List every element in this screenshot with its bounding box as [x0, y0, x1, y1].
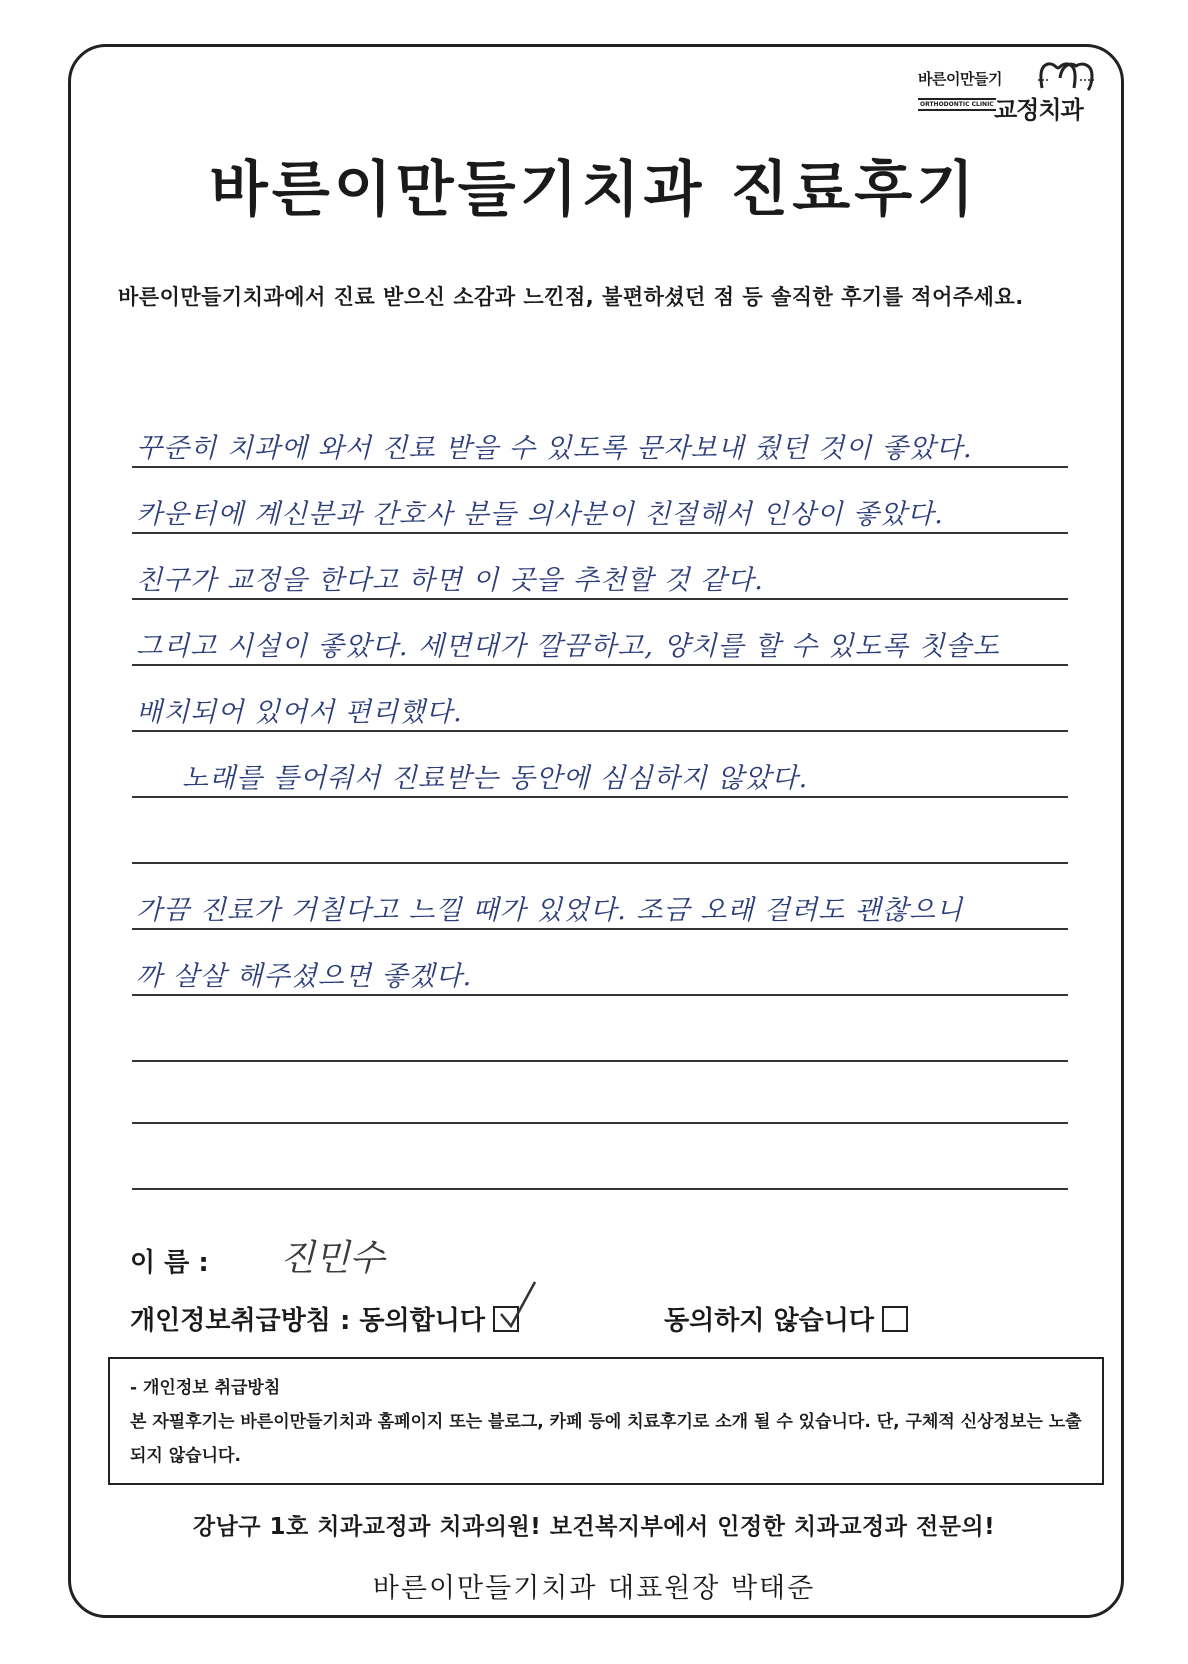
review-line-text: 배치되어 있어서 편리했다. [136, 697, 463, 728]
consent-agree [130, 1300, 519, 1337]
review-line [132, 961, 1068, 996]
review-line [132, 1188, 1068, 1190]
review-line [132, 1122, 1068, 1124]
footer-tagline: 강남구 1호 치과교정과 치과의원! 보건복지부에서 인정한 치과교정과 전문의! [192, 1514, 996, 1540]
review-line [132, 433, 1068, 468]
logo-name-top: 바른이만들기 [918, 70, 1002, 88]
logo-name-bottom: 교정치과 [994, 96, 1083, 124]
review-line-text: 까 살살 해주셨으면 좋겠다. [136, 961, 473, 992]
review-line [132, 499, 1068, 534]
review-line [132, 895, 1068, 930]
disagree-checkbox[interactable] [882, 1306, 908, 1332]
checkmark-icon [499, 1280, 539, 1330]
policy-heading: - 개인정보 취급방침 [130, 1378, 281, 1398]
name-label: 이 름 : [130, 1248, 209, 1278]
logo-name-en: ORTHODONTIC CLINIC [918, 98, 996, 111]
policy-body: 본 자필후기는 바른이만들기치과 홈페이지 또는 블로그, 카페 등에 치료후기로 소개 될 수 있습니다. 단, 구체적 신상정보는 노출되지 않습니다. [130, 1412, 1082, 1466]
disagree-label: 동의하지 않습니다 [664, 1306, 874, 1336]
review-line [132, 1060, 1068, 1062]
clinic-logo [918, 52, 1108, 126]
review-line-text: 노래를 틀어줘서 진료받는 동안에 심심하지 않았다. [182, 763, 809, 794]
review-line [132, 631, 1068, 666]
footer-signature: 바른이만들기치과 대표원장 박태준 [372, 1573, 816, 1604]
review-line-text: 그리고 시설이 좋았다. 세면대가 깔끔하고, 양치를 할 수 있도록 칫솔도 [136, 631, 1000, 662]
page-title: 바른이만들기치과 진료후기 [209, 155, 979, 225]
review-line [132, 862, 1068, 864]
review-line [132, 763, 1068, 798]
consent-label: 개인정보취급방침 : 동의합니다 [130, 1306, 486, 1336]
review-line [132, 565, 1068, 600]
privacy-policy-box [108, 1357, 1104, 1485]
agree-checkbox[interactable] [493, 1306, 519, 1332]
review-line-text: 카운터에 계신분과 간호사 분들 의사분이 친절해서 인상이 좋았다. [136, 499, 944, 530]
intro-text: 바른이만들기치과에서 진료 받으신 소감과 느낀점, 불편하셨던 점 등 솔직한 후기를 적어주세요. [118, 285, 1024, 309]
review-line-text: 가끔 진료가 거칠다고 느낄 때가 있었다. 조금 오래 걸려도 괜찮으니 [136, 895, 964, 926]
review-line [132, 697, 1068, 732]
consent-disagree [664, 1300, 908, 1337]
name-value[interactable]: 진민수 [280, 1238, 385, 1279]
review-line-text: 친구가 교정을 한다고 하면 이 곳을 추천할 것 같다. [136, 565, 764, 596]
tooth-logo-icon [1036, 58, 1100, 94]
review-line-text: 꾸준히 치과에 와서 진료 받을 수 있도록 문자보내 줬던 것이 좋았다. [136, 433, 973, 464]
